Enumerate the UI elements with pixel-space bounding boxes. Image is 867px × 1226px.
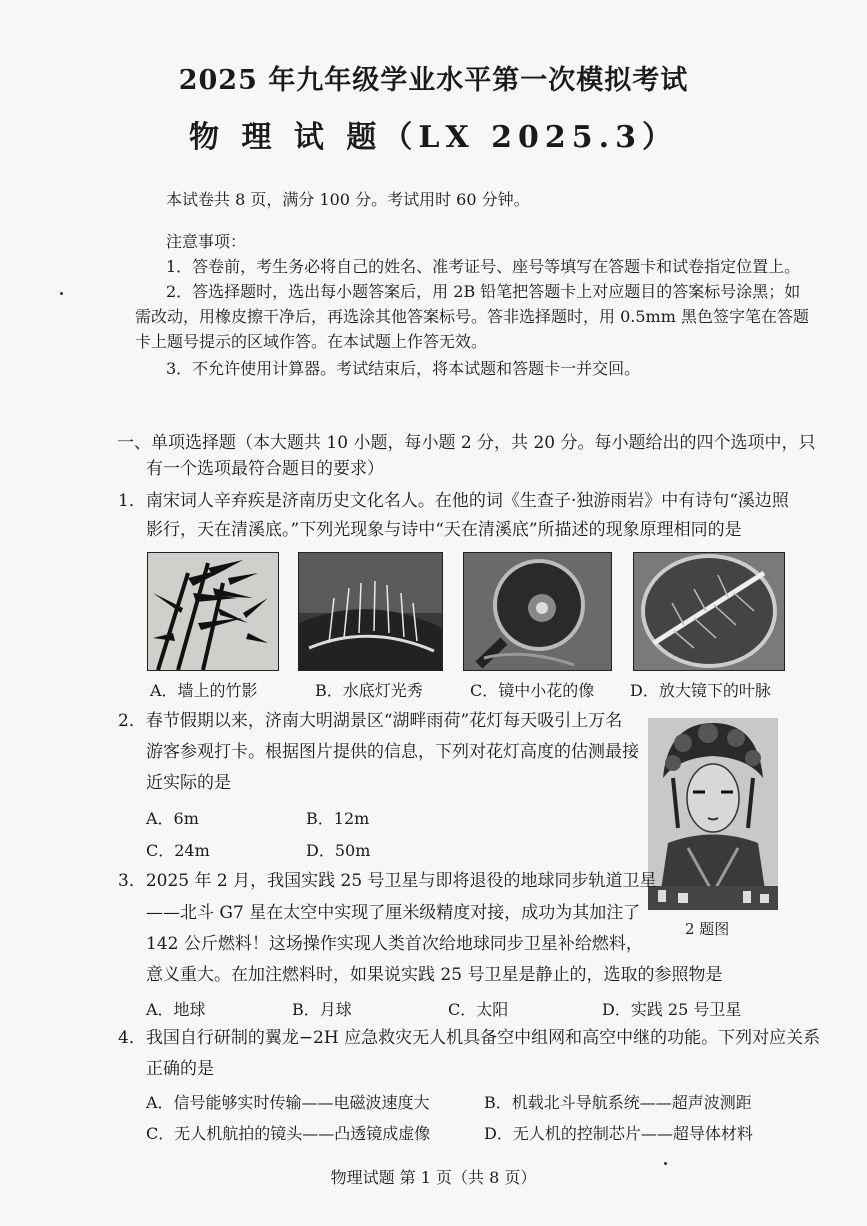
q4-option-d: D．无人机的控制芯片——超导体材料 <box>484 1124 753 1143</box>
notice-item-2-line-2: 需改动，用橡皮擦干净后，再选涂其他答案标号。答非选择题时，用 0.5mm 黑色签字笔在答题 <box>135 307 809 326</box>
q2-option-c: C．24m <box>146 841 210 860</box>
q2-figure-caption: 2 题图 <box>685 920 730 938</box>
section-1-heading-cont: 有一个选项最符合题目的要求） <box>146 459 384 479</box>
q1-option-b: B．水底灯光秀 <box>315 681 423 700</box>
q3-stem-line-2: ——北斗 G7 星在太空中实现了厘米级精度对接，成功为其加注了 <box>146 903 641 923</box>
q3-option-b: B．月球 <box>292 1000 352 1019</box>
page-footer: 物理试题 第 1 页（共 8 页） <box>330 1168 537 1187</box>
q4-option-b: B．机载北斗导航系统——超声波测距 <box>484 1093 752 1112</box>
exam-intro: 本试卷共 8 页，满分 100 分。考试用时 60 分钟。 <box>166 190 530 209</box>
q1-image-d-magnified-leaf <box>633 552 785 671</box>
q1-option-c: C．镜中小花的像 <box>470 681 595 700</box>
q1-stem-line-2: 影行，天在清溪底。”下列光现象与诗中“天在清溪底”所描述的现象原理相同的是 <box>146 520 742 540</box>
q2-option-a: A．6m <box>146 809 199 828</box>
q4-option-a: A．信号能够实时传输——电磁波速度大 <box>146 1093 430 1112</box>
q3-option-a: A．地球 <box>146 1000 206 1019</box>
q1-image-b-water-light-show <box>298 552 443 671</box>
q2-stem-line-2: 游客参观打卡。根据图片提供的信息，下列对花灯高度的估测最接 <box>146 742 639 762</box>
notice-item-2-line-3: 卡上题号提示的区域作答。在本试题上作答无效。 <box>135 332 488 351</box>
q3-option-d: D．实践 25 号卫星 <box>602 1000 742 1019</box>
q3-stem-line-4: 意义重大。在加注燃料时，如果说实践 25 号卫星是静止的，选取的参照物是 <box>146 965 723 985</box>
q1-image-c-mirror-flower <box>463 552 612 671</box>
section-1-heading: 一、单项选择题（本大题共 10 小题，每小题 2 分，共 20 分。每小题给出的四个选项中，只 <box>117 433 816 453</box>
q3-option-c: C．太阳 <box>448 1000 509 1019</box>
q2-image-lantern-figure <box>648 718 778 910</box>
q2-option-d: D．50m <box>306 841 371 860</box>
q1-image-a-bamboo-shadow <box>147 552 279 671</box>
q1-stem-line-1: 1．南宋词人辛弃疾是济南历史文化名人。在他的词《生查子·独游雨岩》中有诗句“溪边照 <box>118 491 789 511</box>
q4-stem-line-1: 4．我国自行研制的翼龙−2H 应急救灾无人机具备空中组网和高空中继的功能。下列对应关系 <box>118 1028 821 1048</box>
notice-item-3: 3．不允许使用计算器。考试结束后，将本试题和答题卡一并交回。 <box>166 359 641 378</box>
q3-stem-line-3: 142 公斤燃料！这场操作实现人类首次给地球同步卫星补给燃料， <box>146 934 643 954</box>
q4-stem-line-2: 正确的是 <box>146 1059 214 1079</box>
exam-subtitle: 物 理 试 题（LX 2025.3） <box>189 120 678 155</box>
scan-speck <box>60 292 63 295</box>
q2-option-b: B．12m <box>306 809 370 828</box>
q4-option-c: C．无人机航拍的镜头——凸透镜成虚像 <box>146 1124 431 1143</box>
scan-speck <box>664 1162 667 1165</box>
q2-stem-line-1: 2．春节假期以来，济南大明湖景区“湖畔雨荷”花灯每天吸引上万名 <box>118 711 623 731</box>
q1-option-d: D．放大镜下的叶脉 <box>630 681 771 700</box>
notice-item-1: 1．答卷前，考生务必将自己的姓名、准考证号、座号等填写在答题卡和试卷指定位置上。 <box>166 257 801 276</box>
q2-stem-line-3: 近实际的是 <box>146 773 231 793</box>
q3-stem-line-1: 3．2025 年 2 月，我国实践 25 号卫星与即将退役的地球同步轨道卫星 <box>118 871 657 891</box>
notice-item-2-line-1: 2．答选择题时，选出每小题答案后，用 2B 铅笔把答题卡上对应题目的答案标号涂黑；如 <box>166 282 801 301</box>
q1-option-a: A．墙上的竹影 <box>150 681 258 700</box>
notice-heading: 注意事项： <box>166 232 247 251</box>
exam-title: 2025 年九年级学业水平第一次模拟考试 <box>178 65 689 96</box>
